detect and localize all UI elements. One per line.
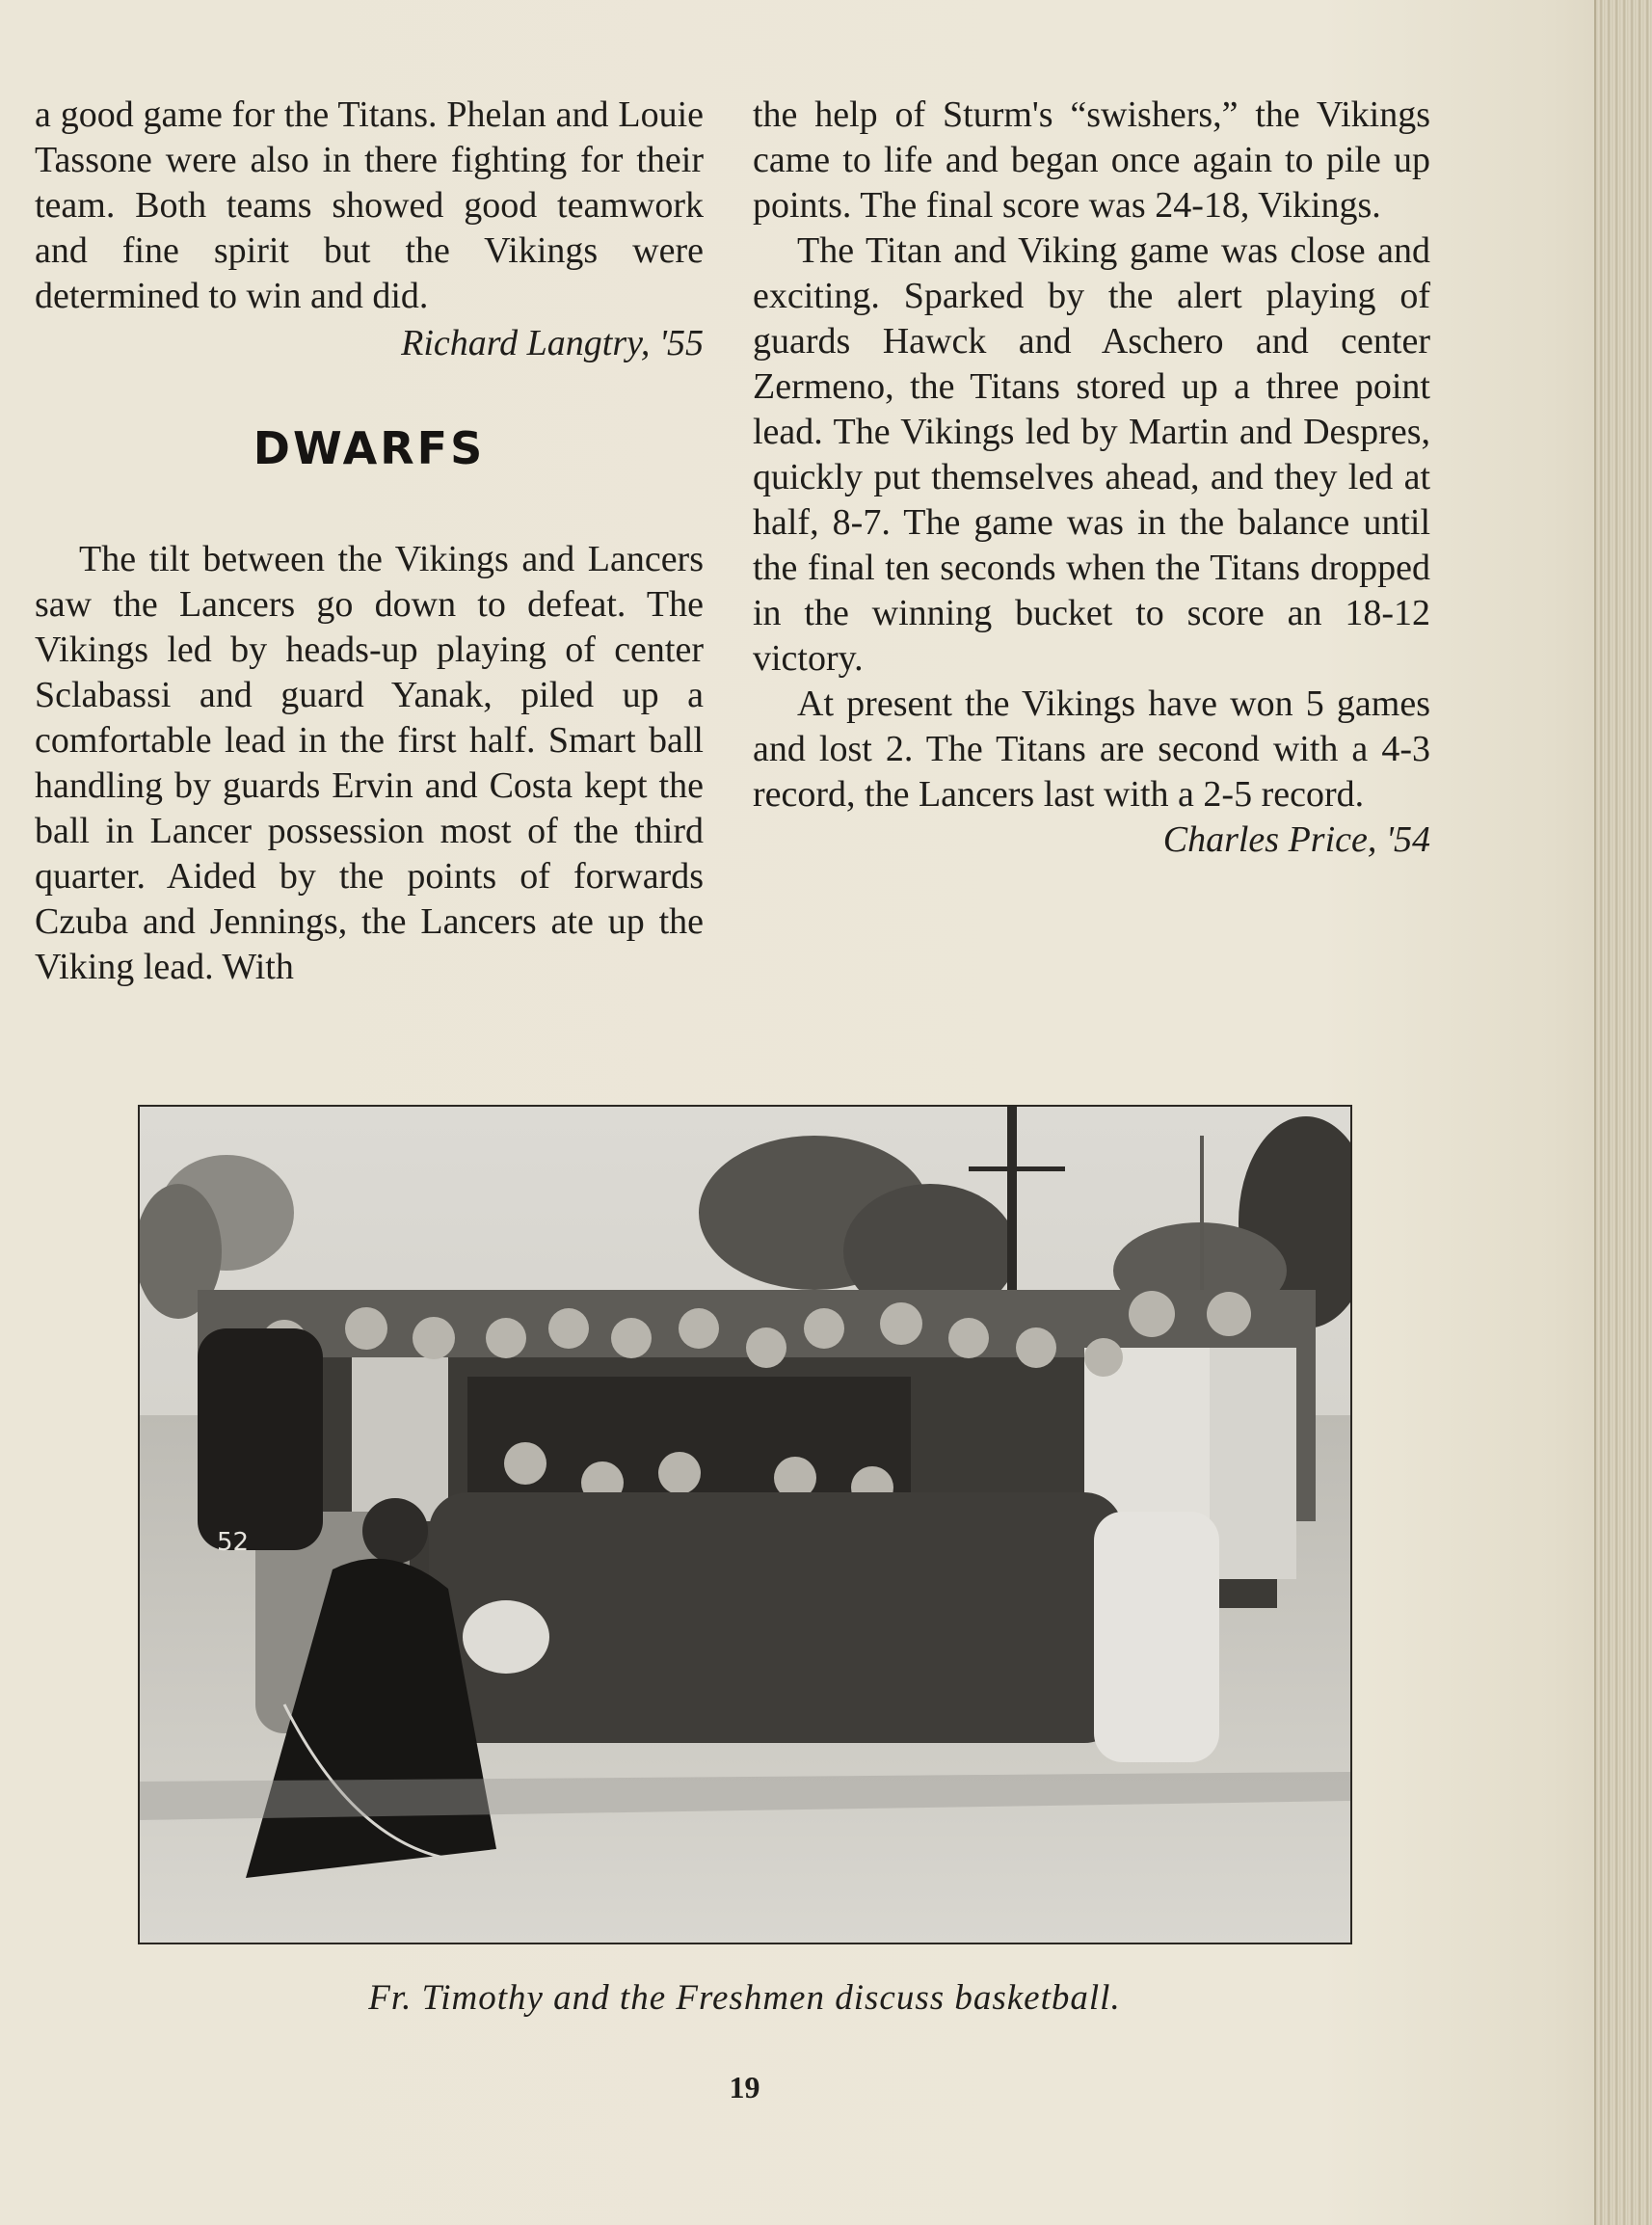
jersey-number: 52 <box>217 1528 250 1557</box>
photo-caption: Fr. Timothy and the Freshmen discuss basketball. <box>368 1978 1121 2018</box>
right-column <box>753 93 1430 863</box>
left-column <box>35 93 704 990</box>
right-paragraph-2: The Titan and Viking game was close and exciting. Sparked by the alert playing of guards Hawck and Aschero and center Zermeno, the Titans stored up a three point lead. The Vikings led by Martin and Despres, quickly put themselves ahead, and they led at half, 8-7. The game was in the balance until the final ten seconds when the Titans dropped in the winning bucket to score an 18-12 victory. <box>753 230 1430 679</box>
section-heading-dwarfs: DWARFS <box>253 422 486 474</box>
right-paragraph-3: At present the Vikings have won 5 games and lost 2. The Titans are second with a 4-3 record, the Lancers last with a 2-5 record. <box>753 684 1430 815</box>
page-edge <box>1594 0 1652 2225</box>
group-photo <box>138 1105 1352 1944</box>
byline-price: Charles Price, '54 <box>1162 819 1430 860</box>
byline-langtry: Richard Langtry, '55 <box>401 323 704 363</box>
left-paragraph-2: The tilt between the Vikings and Lancers saw the Lancers go down to defeat. The Vikings led by heads-up playing of center Sclabassi and guard Yanak, piled up a comfortable lead in the first half. Smart ball handling by guards Ervin and Costa kept the ball in Lancer possession most of the third quarter. Aided by the points of forwards Czuba and Jennings, the Lancers ate up the Viking lead. With <box>35 539 704 987</box>
right-paragraph-1: the help of Sturm's “swishers,” the Vikings came to life and began once again to pile up points. The final score was 24-18, Vikings. <box>753 94 1430 226</box>
left-paragraph-1: a good game for the Titans. Phelan and Louie Tassone were also in there fighting for their team. Both teams showed good teamwork and fine spirit but the Vikings were determined to win and did. <box>35 94 704 316</box>
page-number: 19 <box>729 2070 760 2104</box>
